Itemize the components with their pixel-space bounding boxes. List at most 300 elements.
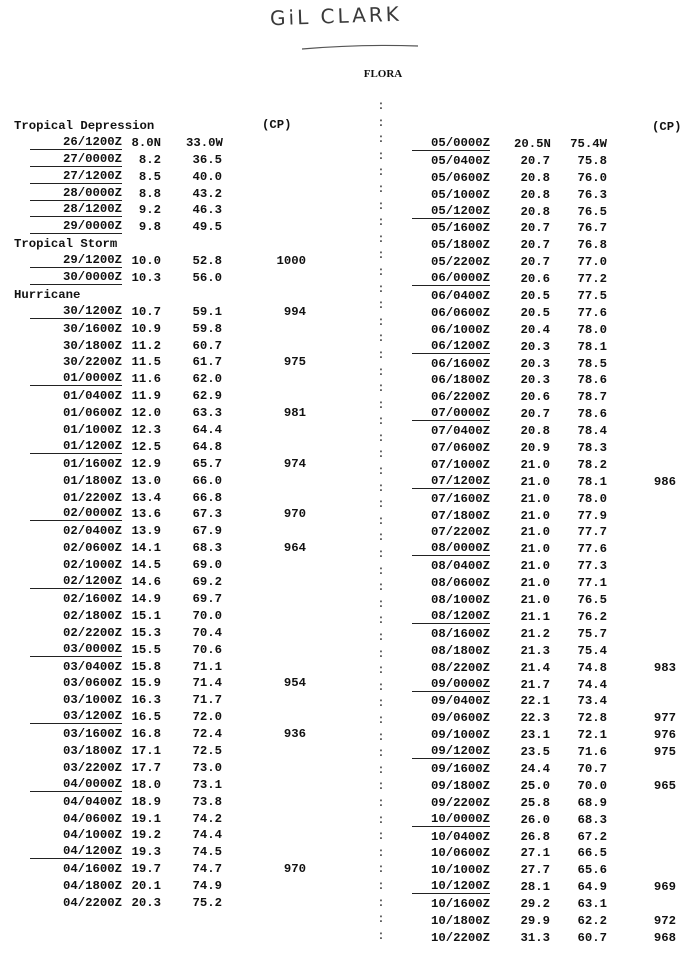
time-cell: 02/1800Z: [62, 608, 122, 623]
time-cell: 26/1200Z: [30, 135, 122, 150]
table-row: [14, 709, 222, 726]
latitude-cell: 22.1: [520, 694, 550, 709]
time-cell: 04/0600Z: [62, 811, 122, 826]
divider-dot: :: [377, 646, 385, 661]
time-cell: 06/1000Z: [430, 322, 490, 337]
time-cell: 03/1000Z: [62, 693, 122, 708]
latitude-cell: 20.8: [520, 170, 550, 185]
time-cell: 10/1200Z: [412, 879, 490, 894]
latitude-cell: 11.2: [131, 338, 161, 353]
longitude-cell: 76.5: [577, 204, 607, 219]
table-row: [14, 253, 306, 270]
time-cell: 08/2200Z: [430, 660, 490, 675]
time-cell: 03/1800Z: [62, 743, 122, 758]
latitude-cell: 28.1: [520, 880, 550, 895]
longitude-cell: 77.1: [577, 576, 607, 591]
latitude-cell: 21.0: [520, 525, 550, 540]
divider-dot: :: [377, 497, 385, 512]
time-cell: 07/0000Z: [412, 406, 490, 421]
longitude-cell: 70.0: [577, 778, 607, 793]
time-cell: 01/1000Z: [62, 423, 122, 438]
time-cell: 09/1200Z: [412, 744, 490, 759]
longitude-cell: 76.0: [577, 170, 607, 185]
latitude-cell: 20.3: [131, 895, 161, 910]
longitude-cell: 70.6: [192, 642, 222, 657]
longitude-cell: 76.3: [577, 187, 607, 202]
latitude-cell: 9.8: [138, 220, 161, 235]
longitude-cell: 70.0: [192, 608, 222, 623]
divider-dot: :: [377, 679, 385, 694]
latitude-cell: 19.1: [131, 811, 161, 826]
time-cell: 07/0600Z: [430, 441, 490, 456]
latitude-cell: 19.2: [131, 828, 161, 843]
pressure-cell: 964: [283, 541, 306, 556]
time-cell: 30/1800Z: [62, 338, 122, 353]
table-row: [14, 354, 306, 371]
latitude-cell: 15.8: [131, 659, 161, 674]
longitude-cell: 63.3: [192, 406, 222, 421]
table-row: [14, 878, 222, 895]
latitude-cell: 21.0: [520, 508, 550, 523]
longitude-cell: 62.9: [192, 389, 222, 404]
divider-dot: :: [377, 248, 385, 263]
table-row: [14, 625, 222, 642]
table-row: [14, 523, 222, 540]
longitude-cell: 68.3: [192, 541, 222, 556]
pressure-cell: 965: [653, 778, 676, 793]
latitude-cell: 20.5: [520, 289, 550, 304]
longitude-cell: 77.2: [577, 272, 607, 287]
longitude-cell: 73.0: [192, 760, 222, 775]
time-cell: 02/1600Z: [62, 591, 122, 606]
table-row: [14, 405, 306, 422]
table-row: [14, 134, 223, 152]
table-row: [14, 574, 222, 591]
latitude-cell: 10.9: [131, 321, 161, 336]
latitude-cell: 27.7: [520, 863, 550, 878]
latitude-cell: 11.5: [131, 355, 161, 370]
time-cell: 05/1000Z: [430, 187, 490, 202]
section-heading: Hurricane: [14, 287, 81, 302]
pressure-cell: 972: [653, 913, 676, 928]
latitude-cell: 16.3: [131, 693, 161, 708]
time-cell: 10/1600Z: [430, 897, 490, 912]
divider-dot: :: [377, 845, 385, 860]
longitude-cell: 61.7: [192, 355, 222, 370]
longitude-cell: 62.2: [577, 913, 607, 928]
latitude-cell: 26.0: [520, 812, 550, 827]
divider-dot: :: [377, 430, 385, 445]
table-row: [14, 794, 222, 811]
longitude-cell: 71.1: [192, 659, 222, 674]
latitude-cell: 11.9: [131, 389, 161, 404]
divider-dot: :: [377, 712, 385, 727]
time-cell: 03/1600Z: [62, 727, 122, 742]
longitude-cell: 78.2: [577, 457, 607, 472]
divider-dot: :: [377, 298, 385, 313]
latitude-cell: 8.8: [138, 186, 161, 201]
latitude-cell: 20.8: [520, 424, 550, 439]
divider-dot: :: [377, 829, 385, 844]
table-row: [14, 811, 222, 828]
time-cell: 05/0600Z: [430, 170, 490, 185]
pressure-cell: 975: [653, 745, 676, 760]
document-title: FLORA: [363, 68, 403, 80]
divider-dot: :: [377, 795, 385, 810]
pressure-cell: 975: [283, 355, 306, 370]
latitude-cell: 20.8: [520, 204, 550, 219]
time-cell: 30/1200Z: [30, 304, 122, 319]
pressure-cell: 974: [283, 456, 306, 471]
pressure-cell: 986: [653, 474, 676, 489]
table-row: [14, 895, 222, 912]
time-cell: 07/1200Z: [412, 474, 490, 489]
latitude-cell: 20.7: [520, 407, 550, 422]
time-cell: 05/1600Z: [430, 221, 490, 236]
pressure-cell: 977: [653, 711, 676, 726]
longitude-cell: 70.4: [192, 625, 222, 640]
longitude-cell: 77.5: [577, 289, 607, 304]
latitude-cell: 10.3: [131, 271, 161, 286]
time-cell: 09/1800Z: [430, 778, 490, 793]
divider-dot: :: [377, 281, 385, 296]
longitude-cell: 78.5: [577, 356, 607, 371]
table-row: [14, 338, 222, 355]
latitude-cell: 23.1: [520, 728, 550, 743]
table-row: [14, 303, 306, 321]
time-cell: 10/0000Z: [412, 812, 490, 827]
time-cell: 07/1000Z: [430, 457, 490, 472]
longitude-cell: 33.0W: [186, 135, 223, 150]
longitude-cell: 59.1: [192, 304, 222, 319]
table-row: [14, 371, 222, 388]
longitude-cell: 69.2: [192, 575, 222, 590]
longitude-cell: 64.8: [192, 439, 222, 454]
longitude-cell: 78.1: [577, 474, 607, 489]
latitude-cell: 23.5: [520, 745, 550, 760]
latitude-cell: 22.3: [520, 711, 550, 726]
latitude-cell: 12.5: [131, 439, 161, 454]
latitude-cell: 18.9: [131, 794, 161, 809]
time-cell: 09/2200Z: [430, 795, 490, 810]
longitude-cell: 75.4: [577, 643, 607, 658]
latitude-cell: 24.4: [520, 761, 550, 776]
time-cell: 29/0000Z: [30, 219, 122, 234]
divider-dot: :: [377, 99, 385, 113]
time-cell: 03/2200Z: [62, 760, 122, 775]
longitude-cell: 74.4: [192, 828, 222, 843]
longitude-cell: 65.6: [577, 863, 607, 878]
time-cell: 10/0400Z: [430, 829, 490, 844]
divider-dot: :: [377, 563, 385, 578]
time-cell: 03/0600Z: [62, 676, 122, 691]
longitude-cell: 78.1: [577, 339, 607, 354]
latitude-cell: 13.9: [131, 524, 161, 539]
time-cell: 06/0000Z: [412, 271, 490, 286]
divider-dot: :: [377, 812, 385, 827]
pressure-cell: 954: [283, 676, 306, 691]
time-cell: 01/0400Z: [62, 389, 122, 404]
right-cp-label: (CP): [652, 120, 682, 134]
time-cell: 02/1200Z: [30, 574, 122, 589]
latitude-cell: 21.0: [520, 559, 550, 574]
time-cell: 04/1200Z: [30, 844, 122, 859]
longitude-cell: 77.6: [577, 542, 607, 557]
longitude-cell: 60.7: [192, 338, 222, 353]
latitude-cell: 20.9: [520, 441, 550, 456]
longitude-cell: 74.9: [192, 879, 222, 894]
latitude-cell: 19.3: [131, 845, 161, 860]
longitude-cell: 77.7: [577, 525, 607, 540]
divider-dot: :: [377, 132, 385, 147]
divider-dot: :: [377, 513, 385, 528]
longitude-cell: 72.1: [577, 728, 607, 743]
time-cell: 04/0000Z: [30, 777, 122, 792]
latitude-cell: 15.3: [131, 625, 161, 640]
latitude-cell: 17.7: [131, 760, 161, 775]
longitude-cell: 71.7: [192, 693, 222, 708]
table-row: [14, 168, 222, 186]
pressure-cell: 983: [653, 660, 676, 675]
longitude-cell: 74.2: [192, 811, 222, 826]
latitude-cell: 20.4: [520, 322, 550, 337]
longitude-cell: 77.6: [577, 305, 607, 320]
latitude-cell: 15.5: [131, 642, 161, 657]
time-cell: 09/1000Z: [430, 728, 490, 743]
latitude-cell: 21.3: [520, 643, 550, 658]
latitude-cell: 14.1: [131, 541, 161, 556]
latitude-cell: 21.0: [520, 593, 550, 608]
table-row: [14, 490, 222, 507]
table-row: [14, 473, 222, 490]
latitude-cell: 21.0: [520, 542, 550, 557]
latitude-cell: 21.0: [520, 576, 550, 591]
latitude-cell: 26.8: [520, 829, 550, 844]
latitude-cell: 14.9: [131, 591, 161, 606]
time-cell: 06/1600Z: [430, 356, 490, 371]
latitude-cell: 20.6: [520, 272, 550, 287]
time-cell: 07/0400Z: [430, 424, 490, 439]
latitude-cell: 21.7: [520, 677, 550, 692]
time-cell: 08/1600Z: [430, 626, 490, 641]
latitude-cell: 8.0N: [131, 135, 161, 150]
time-cell: 07/1600Z: [430, 491, 490, 506]
time-cell: 30/2200Z: [62, 355, 122, 370]
time-cell: 08/0400Z: [430, 559, 490, 574]
latitude-cell: 10.7: [131, 304, 161, 319]
divider-dot: :: [377, 762, 385, 777]
time-cell: 01/1600Z: [62, 456, 122, 471]
time-cell: 29/1200Z: [30, 253, 122, 268]
divider-dot: :: [377, 746, 385, 761]
longitude-cell: 78.6: [577, 407, 607, 422]
latitude-cell: 20.6: [520, 390, 550, 405]
time-cell: 04/1600Z: [62, 862, 122, 877]
divider-dot: :: [377, 165, 385, 180]
longitude-cell: 74.8: [577, 660, 607, 675]
divider-dot: :: [377, 314, 385, 329]
time-cell: 06/1200Z: [412, 339, 490, 354]
divider-dot: :: [377, 630, 385, 644]
latitude-cell: 8.5: [138, 169, 161, 184]
divider-dot: :: [377, 596, 385, 611]
time-cell: 01/2200Z: [62, 490, 122, 505]
table-row: [14, 321, 222, 338]
divider-dot: :: [377, 447, 385, 462]
handwritten-note: GiL CLARK: [269, 1, 403, 31]
longitude-cell: 78.0: [577, 491, 607, 506]
longitude-cell: 67.3: [192, 507, 222, 522]
longitude-cell: 66.8: [192, 490, 222, 505]
table-row: [14, 591, 222, 608]
pressure-cell: 968: [653, 930, 676, 945]
longitude-cell: 74.7: [192, 862, 222, 877]
divider-dot: :: [377, 912, 385, 927]
longitude-cell: 77.0: [577, 255, 607, 270]
longitude-cell: 75.8: [577, 153, 607, 168]
divider-dot: :: [377, 663, 385, 678]
longitude-cell: 73.4: [577, 694, 607, 709]
time-cell: 05/1200Z: [412, 204, 490, 219]
divider-dot: :: [377, 779, 385, 794]
latitude-cell: 14.5: [131, 558, 161, 573]
latitude-cell: 20.3: [520, 373, 550, 388]
time-cell: 04/2200Z: [62, 895, 122, 910]
table-row: [14, 270, 222, 287]
table-row: [14, 540, 306, 557]
latitude-cell: 15.9: [131, 676, 161, 691]
pressure-cell: 970: [283, 862, 306, 877]
latitude-cell: 21.4: [520, 660, 550, 675]
longitude-cell: 46.3: [192, 203, 222, 218]
divider-dot: :: [377, 928, 385, 943]
longitude-cell: 64.4: [192, 423, 222, 438]
latitude-cell: 15.1: [131, 608, 161, 623]
longitude-cell: 72.8: [577, 711, 607, 726]
table-row: [14, 659, 222, 676]
longitude-cell: 70.7: [577, 761, 607, 776]
longitude-cell: 72.4: [192, 727, 222, 742]
latitude-cell: 20.5: [520, 305, 550, 320]
longitude-cell: 78.3: [577, 441, 607, 456]
latitude-cell: 27.1: [520, 846, 550, 861]
longitude-cell: 76.2: [577, 609, 607, 624]
latitude-cell: 9.2: [138, 203, 161, 218]
longitude-cell: 75.2: [192, 895, 222, 910]
time-cell: 01/0000Z: [30, 371, 122, 386]
time-cell: 28/1200Z: [30, 202, 122, 217]
divider-dot: :: [377, 729, 385, 744]
divider-dot: :: [377, 198, 385, 213]
time-cell: 07/1800Z: [430, 508, 490, 523]
latitude-cell: 21.2: [520, 626, 550, 641]
longitude-cell: 43.2: [192, 186, 222, 201]
table-row: [14, 202, 222, 219]
latitude-cell: 10.0: [131, 254, 161, 269]
divider-dot: :: [377, 580, 385, 595]
table-row: [14, 456, 306, 473]
time-cell: 06/0600Z: [430, 305, 490, 320]
pressure-cell: 981: [283, 406, 306, 421]
longitude-cell: 67.2: [577, 829, 607, 844]
latitude-cell: 20.7: [520, 153, 550, 168]
time-cell: 06/0400Z: [430, 289, 490, 304]
longitude-cell: 65.7: [192, 456, 222, 471]
table-row: [14, 827, 222, 844]
time-cell: 08/1000Z: [430, 593, 490, 608]
time-cell: 01/1200Z: [30, 439, 122, 454]
time-cell: 04/1000Z: [62, 828, 122, 843]
table-row: [14, 675, 306, 692]
handwritten-underline: [300, 42, 420, 52]
time-cell: 08/1800Z: [430, 643, 490, 658]
table-row: [14, 608, 222, 625]
table-row: [14, 151, 222, 169]
latitude-cell: 29.9: [520, 913, 550, 928]
longitude-cell: 74.4: [577, 677, 607, 692]
time-cell: 10/1800Z: [430, 913, 490, 928]
time-cell: 05/2200Z: [430, 255, 490, 270]
divider-dot: :: [377, 181, 385, 196]
divider-dot: :: [377, 115, 385, 130]
time-cell: 10/1000Z: [430, 863, 490, 878]
time-cell: 04/0400Z: [62, 794, 122, 809]
longitude-cell: 69.0: [192, 558, 222, 573]
divider-dot: :: [377, 862, 385, 877]
longitude-cell: 59.8: [192, 321, 222, 336]
latitude-cell: 21.0: [520, 474, 550, 489]
longitude-cell: 69.7: [192, 591, 222, 606]
latitude-cell: 16.5: [131, 710, 161, 725]
divider-dot: :: [377, 530, 385, 545]
longitude-cell: 62.0: [192, 372, 222, 387]
longitude-cell: 49.5: [192, 220, 222, 235]
table-row: [14, 557, 222, 574]
longitude-cell: 78.7: [577, 390, 607, 405]
latitude-cell: 18.0: [131, 777, 161, 792]
time-cell: 02/2200Z: [62, 625, 122, 640]
table-row: [14, 185, 222, 203]
time-cell: 05/1800Z: [430, 238, 490, 253]
longitude-cell: 73.8: [192, 794, 222, 809]
pressure-cell: 970: [283, 507, 306, 522]
divider-dot: :: [377, 464, 385, 479]
time-cell: 02/0400Z: [62, 524, 122, 539]
divider-dot: :: [377, 264, 385, 279]
latitude-cell: 20.7: [520, 221, 550, 236]
latitude-cell: 12.0: [131, 406, 161, 421]
latitude-cell: 19.7: [131, 862, 161, 877]
latitude-cell: 21.0: [520, 457, 550, 472]
divider-dot: :: [377, 397, 385, 412]
longitude-cell: 64.9: [577, 880, 607, 895]
table-row: [14, 861, 306, 878]
table-row: [14, 844, 222, 861]
table-row: [14, 726, 306, 743]
time-cell: 06/1800Z: [430, 373, 490, 388]
table-row: [14, 422, 222, 439]
longitude-cell: 52.8: [192, 254, 222, 269]
longitude-cell: 68.3: [577, 812, 607, 827]
longitude-cell: 56.0: [192, 271, 222, 286]
latitude-cell: 31.3: [520, 930, 550, 945]
longitude-cell: 78.0: [577, 322, 607, 337]
longitude-cell: 71.6: [577, 745, 607, 760]
longitude-cell: 67.9: [192, 524, 222, 539]
longitude-cell: 78.6: [577, 373, 607, 388]
latitude-cell: 13.6: [131, 507, 161, 522]
divider-dot: :: [377, 414, 385, 429]
